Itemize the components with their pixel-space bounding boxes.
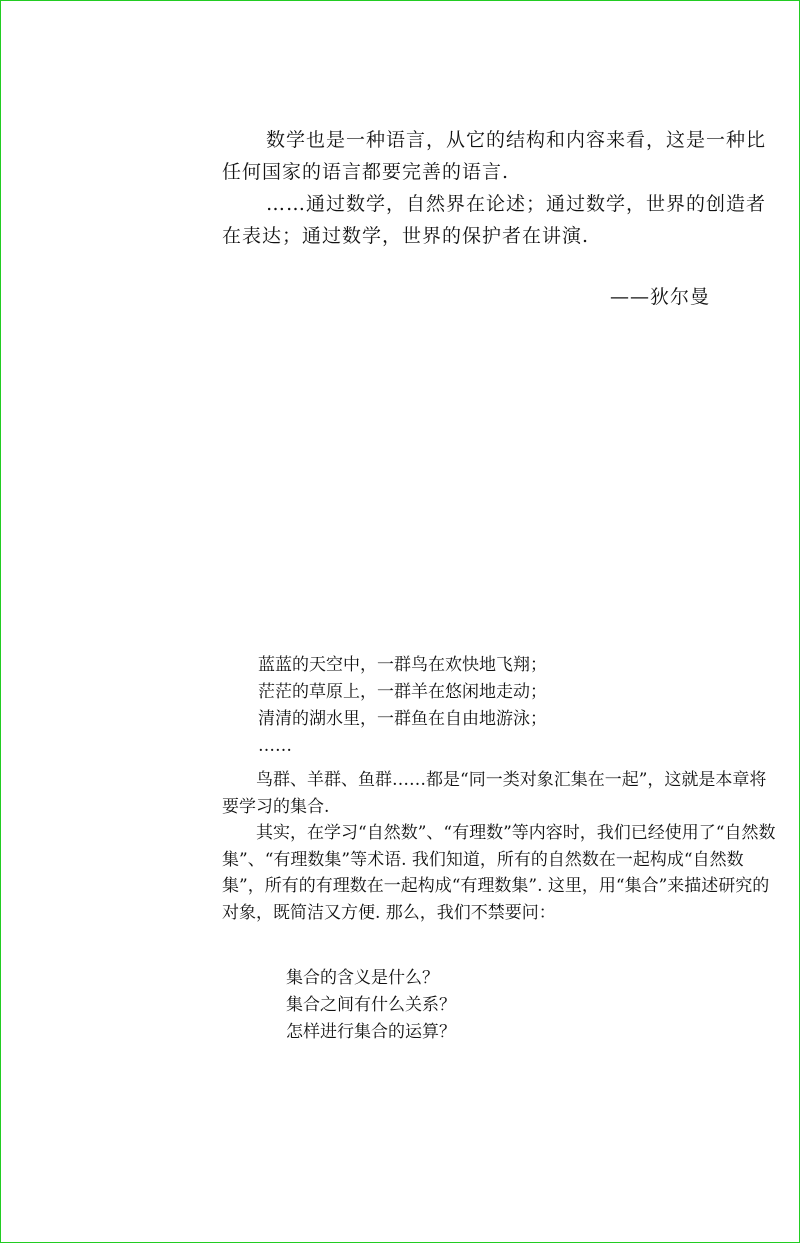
quote-paragraph: ……通过数学，自然界在论述；通过数学，世界的创造者在表达；通过数学，世界的保护者在讲演. (222, 193, 767, 247)
quote-attribution: ——狄尔曼 (610, 286, 711, 308)
poem (258, 652, 547, 760)
poem-line: 蓝蓝的天空中，一群鸟在欢快地飞翔； (258, 655, 547, 675)
body-paragraph: 其实，在学习“自然数”、“有理数”等内容时，我们已经使用了“自然数集”、“有理数集”等术语. 我们知道，所有的自然数在一起构成“自然数集”，所有的有理数在一起构成“有理数集”. 这里，用“集合”来描述研究的对象，既简洁又方便. 那么，我们不禁要问： (222, 823, 776, 923)
question-list (286, 965, 456, 1046)
chapter-intro (222, 767, 778, 926)
poem-line: 茫茫的草原上，一群羊在悠闲地走动； (258, 682, 547, 702)
question-item: 集合的含义是什么？ (286, 968, 439, 988)
poem-line: …… (258, 736, 292, 756)
epigraph-quote (222, 124, 778, 252)
poem-line: 清清的湖水里，一群鱼在自由地游泳； (258, 709, 547, 729)
quote-paragraph: 数学也是一种语言，从它的结构和内容来看，这是一种比任何国家的语言都要完善的语言. (222, 129, 767, 183)
question-item: 集合之间有什么关系？ (286, 995, 456, 1015)
question-item: 怎样进行集合的运算？ (286, 1022, 456, 1042)
body-paragraph: 鸟群、羊群、鱼群……都是“同一类对象汇集在一起”，这就是本章将要学习的集合. (222, 770, 767, 817)
